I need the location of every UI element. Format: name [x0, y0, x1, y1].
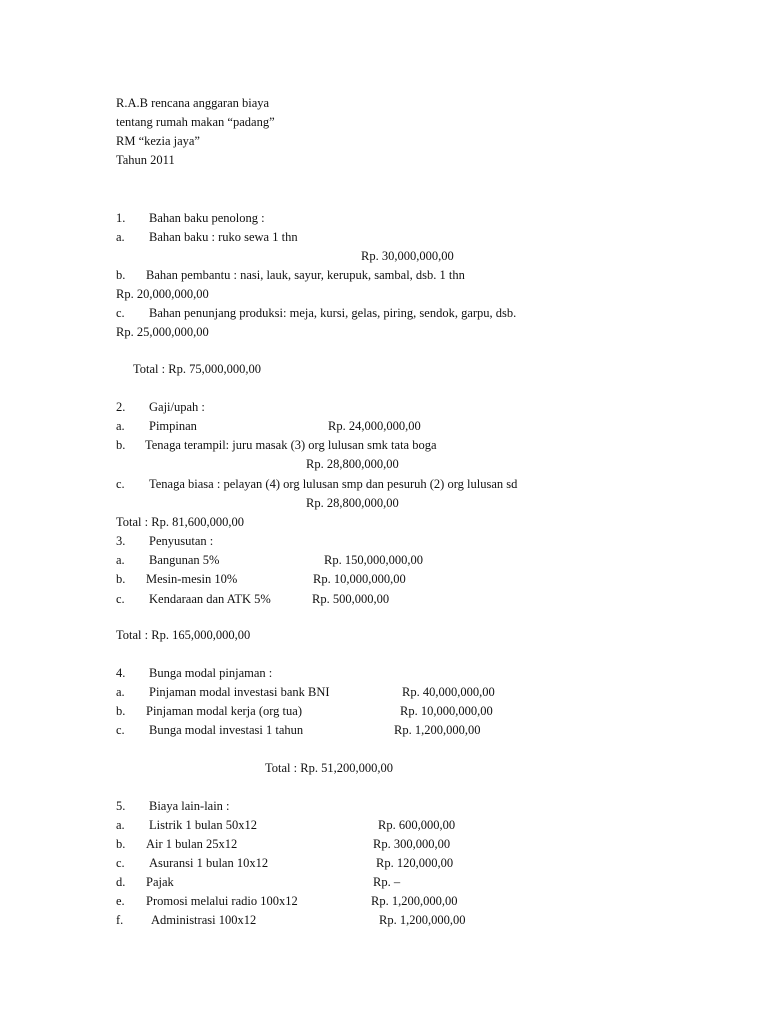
section-5-item-c-amount: Rp. 120,000,00: [376, 856, 454, 870]
section-2-item-b-label: b.: [116, 438, 126, 452]
section-2-item-c-label: c.: [116, 477, 125, 491]
section-3-item-c-label: c.: [116, 592, 125, 606]
section-4-item-b-text: Pinjaman modal kerja (org tua): [146, 704, 302, 718]
section-5-item-f-text: Administrasi 100x12: [151, 913, 257, 927]
section-2-item-a-amount: Rp. 24,000,000,00: [328, 419, 421, 433]
section-5-item-c-text: Asuransi 1 bulan 10x12: [149, 856, 269, 870]
section-1-item-c-amount: Rp. 25,000,000,00: [116, 325, 209, 339]
doc-title-line-1: R.A.B rencana anggaran biaya: [116, 96, 270, 110]
section-5-title: Biaya lain-lain :: [149, 799, 230, 813]
section-2-item-b-text: Tenaga terampil: juru masak (3) org lulusan smk tata boga: [145, 438, 437, 452]
section-4-item-a-amount: Rp. 40,000,000,00: [402, 685, 495, 699]
doc-title-line-2: tentang rumah makan “padang”: [116, 115, 275, 129]
section-1-item-c-label: c.: [116, 306, 125, 320]
section-5-item-c-label: c.: [116, 856, 125, 870]
section-5-number: 5.: [116, 799, 126, 813]
section-4-item-b-label: b.: [116, 704, 126, 718]
section-4-item-c-label: c.: [116, 723, 125, 737]
section-3-item-a-amount: Rp. 150,000,000,00: [324, 553, 423, 567]
section-2-title: Gaji/upah :: [149, 400, 205, 414]
section-5-item-e-label: e.: [116, 894, 125, 908]
section-3-title: Penyusutan :: [149, 534, 214, 548]
section-3-item-a-text: Bangunan 5%: [149, 553, 220, 567]
section-2-number: 2.: [116, 400, 126, 414]
section-4-title: Bunga modal pinjaman :: [149, 666, 273, 680]
section-5-item-d-text: Pajak: [146, 875, 174, 889]
section-5-item-b-label: b.: [116, 837, 126, 851]
section-5-item-e-amount: Rp. 1,200,000,00: [371, 894, 458, 908]
section-5-item-e-text: Promosi melalui radio 100x12: [146, 894, 298, 908]
section-5-item-d-label: d.: [116, 875, 126, 889]
section-4-total: Total : Rp. 51,200,000,00: [265, 761, 393, 775]
section-2-item-b-amount: Rp. 28,800,000,00: [306, 457, 399, 471]
section-1-total: Total : Rp. 75,000,000,00: [133, 362, 261, 376]
section-1-title: Bahan baku penolong :: [149, 211, 265, 225]
section-3-item-c-text: Kendaraan dan ATK 5%: [149, 592, 271, 606]
section-5-item-f-amount: Rp. 1,200,000,00: [379, 913, 466, 927]
section-1-item-a-text: Bahan baku : ruko sewa 1 thn: [149, 230, 298, 244]
section-1-item-b-amount: Rp. 20,000,000,00: [116, 287, 209, 301]
section-1-item-a-amount: Rp. 30,000,000,00: [361, 249, 454, 263]
section-1-number: 1.: [116, 211, 126, 225]
section-2-item-a-label: a.: [116, 419, 125, 433]
section-4-item-a-text: Pinjaman modal investasi bank BNI: [149, 685, 330, 699]
section-3-item-b-text: Mesin-mesin 10%: [146, 572, 238, 586]
section-4-item-a-label: a.: [116, 685, 125, 699]
section-1-item-b-label: b.: [116, 268, 126, 282]
section-2-total: Total : Rp. 81,600,000,00: [116, 515, 244, 529]
section-4-item-b-amount: Rp. 10,000,000,00: [400, 704, 493, 718]
section-1-item-b-text: Bahan pembantu : nasi, lauk, sayur, kerupuk, sambal, dsb. 1 thn: [146, 268, 465, 282]
section-4-item-c-text: Bunga modal investasi 1 tahun: [149, 723, 304, 737]
section-2-item-c-text: Tenaga biasa : pelayan (4) org lulusan smp dan pesuruh (2) org lulusan sd: [149, 477, 518, 491]
section-1-item-a-label: a.: [116, 230, 125, 244]
section-5-item-a-text: Listrik 1 bulan 50x12: [149, 818, 257, 832]
section-3-total: Total : Rp. 165,000,000,00: [116, 628, 251, 642]
section-3-item-a-label: a.: [116, 553, 125, 567]
section-3-item-b-label: b.: [116, 572, 126, 586]
doc-title-line-3: RM “kezia jaya”: [116, 134, 200, 148]
section-5-item-b-text: Air 1 bulan 25x12: [146, 837, 238, 851]
section-4-item-c-amount: Rp. 1,200,000,00: [394, 723, 481, 737]
section-3-item-b-amount: Rp. 10,000,000,00: [313, 572, 406, 586]
doc-title-line-4: Tahun 2011: [116, 153, 175, 167]
section-3-item-c-amount: Rp. 500,000,00: [312, 592, 390, 606]
section-5-item-d-amount: Rp. –: [373, 875, 401, 889]
section-3-number: 3.: [116, 534, 126, 548]
section-1-item-c-text: Bahan penunjang produksi: meja, kursi, gelas, piring, sendok, garpu, dsb.: [149, 306, 517, 320]
section-5-item-a-label: a.: [116, 818, 125, 832]
section-5-item-f-label: f.: [116, 913, 124, 927]
section-2-item-c-amount: Rp. 28,800,000,00: [306, 496, 399, 510]
section-4-number: 4.: [116, 666, 126, 680]
section-2-item-a-text: Pimpinan: [149, 419, 197, 433]
section-5-item-b-amount: Rp. 300,000,00: [373, 837, 451, 851]
section-5-item-a-amount: Rp. 600,000,00: [378, 818, 456, 832]
